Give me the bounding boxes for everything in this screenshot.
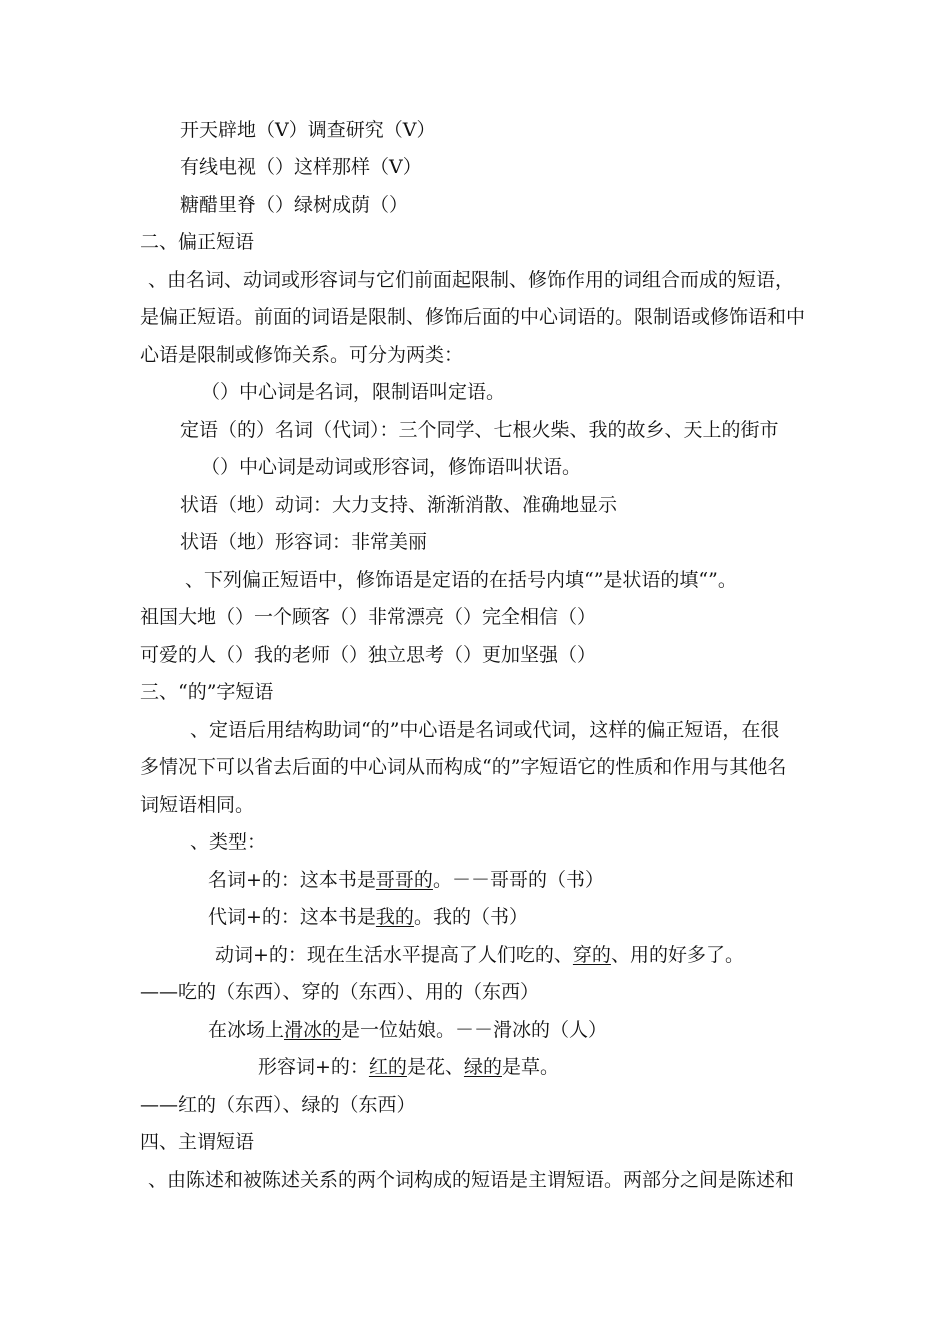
text-segment: 是草。 bbox=[501, 1056, 559, 1078]
underlined-text: 哥哥的 bbox=[375, 869, 433, 891]
type-example-line bbox=[215, 943, 744, 967]
text-segment: 在冰场上 bbox=[208, 1019, 285, 1041]
type-example-line bbox=[208, 868, 604, 892]
text-segment: 动词+的：现在生活水平提高了人们吃的、 bbox=[215, 944, 573, 966]
section-heading-4: 四、主谓短语 bbox=[140, 1131, 255, 1153]
underlined-text: 我的 bbox=[375, 906, 414, 928]
type-example-line bbox=[208, 905, 528, 929]
underlined-text: 滑冰的 bbox=[284, 1019, 342, 1041]
example-line: 状语（地）形容词：非常美丽 bbox=[180, 531, 428, 553]
example-line-3: 糖醋里脊（）绿树成荫（） bbox=[180, 194, 409, 216]
text-segment: 代词+的：这本书是 bbox=[208, 906, 376, 928]
section-heading-3: 三、“的”字短语 bbox=[140, 681, 274, 703]
text-segment: 是一位姑娘。－－滑冰的（人） bbox=[341, 1019, 608, 1041]
text-segment: 。－－哥哥的（书） bbox=[432, 869, 604, 891]
continuation-line: ——红的（东西）、绿的（东西） bbox=[140, 1094, 416, 1116]
paragraph-line: 多情况下可以省去后面的中心词从而构成“的”字短语它的性质和作用与其他名 bbox=[140, 756, 787, 778]
type-example-line bbox=[208, 1018, 607, 1042]
exercise-instruction: 、下列偏正短语中，修饰语是定语的在括号内填“”是状语的填“”。 bbox=[185, 569, 737, 591]
continuation-line: ——吃的（东西）、穿的（东西）、用的（东西） bbox=[140, 981, 540, 1003]
exercise-line: 祖国大地（）一个顾客（）非常漂亮（）完全相信（） bbox=[140, 606, 597, 628]
paragraph-line: 、由名词、动词或形容词与它们前面起限制、修饰作用的词组合而成的短语， bbox=[148, 269, 795, 291]
text-segment: 形容词+的： bbox=[258, 1056, 369, 1078]
text-segment: 名词+的：这本书是 bbox=[208, 869, 376, 891]
paragraph-line: 、由陈述和被陈述关系的两个词构成的短语是主谓短语。两部分之间是陈述和 bbox=[148, 1169, 795, 1191]
type-example-line bbox=[258, 1055, 559, 1079]
underlined-text: 绿的 bbox=[463, 1056, 502, 1078]
types-heading: 、类型： bbox=[190, 831, 267, 853]
subtype-line: （）中心词是名词，限制语叫定语。 bbox=[201, 381, 506, 403]
exercise-line: 可爱的人（）我的老师（）独立思考（）更加坚强（） bbox=[140, 644, 597, 666]
paragraph-line: 心语是限制或修饰关系。可分为两类： bbox=[140, 344, 464, 366]
example-line-2: 有线电视（）这样那样（V） bbox=[180, 156, 422, 178]
underlined-text: 穿的 bbox=[572, 944, 611, 966]
underlined-text: 红的 bbox=[368, 1056, 407, 1078]
example-line-1: 开天辟地（V）调查研究（V） bbox=[180, 119, 436, 141]
text-segment: 、用的好多了。 bbox=[610, 944, 744, 966]
example-line: 定语（的）名词（代词）：三个同学、七根火柴、我的故乡、天上的街市 bbox=[180, 419, 779, 441]
paragraph-line: 是偏正短语。前面的词语是限制、修饰后面的中心词语的。限制语或修饰语和中 bbox=[140, 306, 806, 328]
subtype-line: （）中心词是动词或形容词，修饰语叫状语。 bbox=[201, 456, 582, 478]
text-segment: 。我的（书） bbox=[413, 906, 528, 928]
paragraph-line: 、定语后用结构助词“的”中心语是名词或代词，这样的偏正短语，在很 bbox=[190, 719, 780, 741]
text-segment: 是花、 bbox=[406, 1056, 464, 1078]
section-heading-2: 二、偏正短语 bbox=[140, 231, 255, 253]
example-line: 状语（地）动词：大力支持、渐渐消散、准确地显示 bbox=[180, 494, 618, 516]
paragraph-line: 词短语相同。 bbox=[140, 794, 255, 816]
